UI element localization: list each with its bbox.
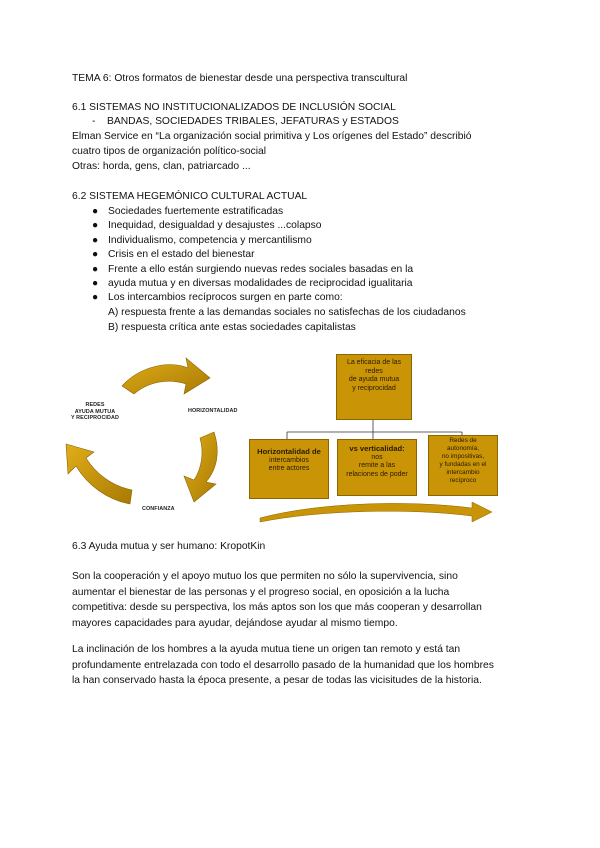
cycle-label-redes: REDES AYUDA MUTUA Y RECIPROCIDAD [70,402,120,421]
bullet-icon: ● [92,206,99,217]
section-2-bullet-list [92,205,413,306]
bullet-icon: ● [92,263,99,275]
cycle-arrow-right [184,432,217,502]
cycle-arrow-left [66,444,132,504]
cycle-diagram [60,348,260,518]
list-item: ● Los intercambios recíprocos surgen en parte como: [92,291,413,305]
section-3-paragraph-1: Son la cooperación y el apoyo mutuo los que permiten no sólo la supervivencia, sino aumentar el bienestar de las personas y el progreso social, en oposición a la lucha competitiva: desde su perspectiva, los más aptos son los que más cooperan y desarrollan mayores capacidades para ayudar, dejándose ayudar al mismo tiempo. [72,571,482,629]
cycle-label-horizontalidad: HORIZONTALIDAD [188,408,238,414]
list-item: ● Frente a ello están surgiendo nuevas redes sociales basadas en la [92,263,413,277]
box-horizontalidad: Horizontalidad de intercambios entre actores [249,439,329,499]
list-item: ● ayuda mutua y en diversas modalidades de reciprocidad igualitaria [92,277,413,291]
bullet-icon: ● [92,249,99,261]
bottom-curved-arrow [260,502,492,522]
box-redes-autonomia: Redes de autonomía, no impositivas, y fundadas en el intercambio recíproco [428,435,498,496]
bullet-icon: ● [92,292,99,304]
document-title: TEMA 6: Otros formatos de bienestar desde una perspectiva transcultural [72,73,408,84]
section-2-heading: 6.2 SISTEMA HEGEMÓNICO CULTURAL ACTUAL [72,191,308,202]
section-1-dash: - [92,116,96,127]
cycle-label-confianza: CONFIANZA [142,506,175,512]
section-1-line-2: cuatro tipos de organización político-social [72,146,267,157]
section-3-heading: 6.3 Ayuda mutua y ser humano: KropotKin [72,541,266,552]
list-item: ● Inequidad, desigualdad y desajustes ...colapso [92,219,413,233]
section-2-sub-a: A) respuesta frente a las demandas sociales no satisfechas de los ciudadanos [108,307,466,318]
list-item: ● Individualismo, competencia y mercantilismo [92,234,413,248]
box-eficacia: La eficacia de las redes de ayuda mutua y reciprocidad [336,354,412,420]
list-item: ● Sociedades fuertemente estratificadas [92,205,413,219]
bullet-icon: ● [92,234,99,246]
section-1-subheading: BANDAS, SOCIEDADES TRIBALES, JEFATURAS y ESTADOS [107,116,399,127]
section-3-paragraph-2: La inclinación de los hombres a la ayuda mutua tiene un origen tan remoto y está tan profundamente entrelazada con todo el desarrollo pasado de la humanidad que los hombres la han conservado hasta la época presente, a pesar de todas las vicisitudes de la historia. [72,644,494,686]
bullet-icon: ● [92,278,99,290]
cycle-arrow-top [122,358,210,394]
section-1-line-1: Elman Service en “La organización social primitiva y Los orígenes del Estado” describió [72,131,472,142]
section-1-line-3: Otras: horda, gens, clan, patriarcado ... [72,161,251,172]
section-1-heading: 6.1 SISTEMAS NO INSTITUCIONALIZADOS DE INCLUSIÓN SOCIAL [72,102,396,113]
section-2-sub-b: B) respuesta crítica ante estas sociedades capitalistas [108,322,356,333]
box-verticalidad: vs verticalidad: nos remite a las relaciones de poder [337,439,417,496]
list-item: ● Crisis en el estado del bienestar [92,248,413,262]
bullet-icon: ● [92,220,99,232]
